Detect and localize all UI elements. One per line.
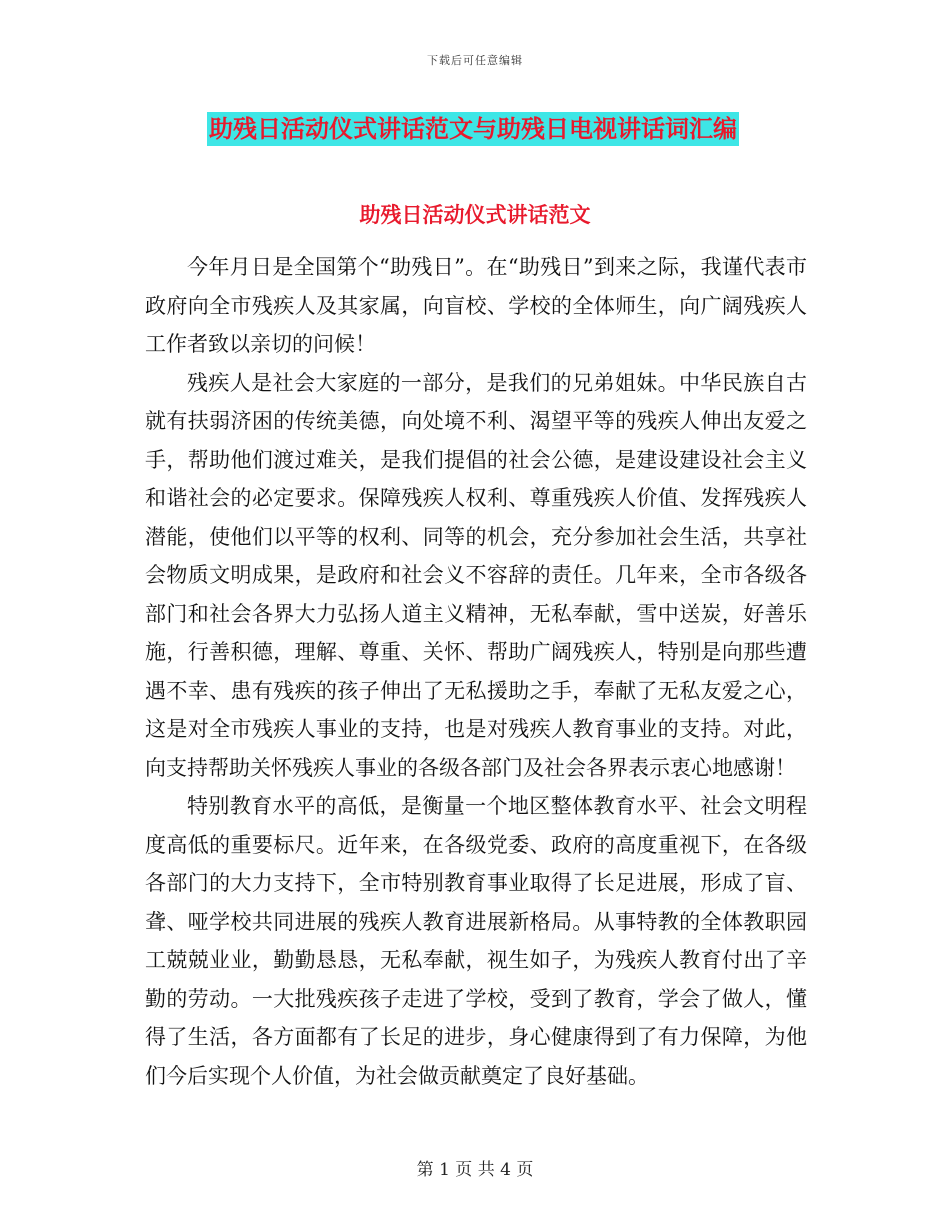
document-title: 助残日活动仪式讲话范文与助残日电视讲话词汇编 (207, 112, 739, 146)
page-header-note: 下载后可任意编辑 (427, 54, 523, 67)
paragraph: 今年月日是全国第个“助残日”。在“助残日”到来之际，我谨代表市政府向全市残疾人及其家属，向盲校、学校的全体师生，向广阔残疾人工作者致以亲切的问候！ (145, 255, 807, 356)
document-title-container (207, 112, 739, 146)
section-title: 助残日活动仪式讲话范文 (359, 203, 591, 227)
document-body (145, 248, 807, 1095)
page-number-footer: 第 1 页 共 4 页 (416, 1160, 534, 1180)
paragraph: 残疾人是社会大家庭的一部分，是我们的兄弟姐妹。中华民族自古就有扶弱济困的传统美德，向处境不利、渴望平等的残疾人伸出友爱之手，帮助他们渡过难关，是我们提倡的社会公德，是建设建设社会主义和谐社会的必定要求。保障残疾人权利、尊重残疾人价值、发挥残疾人潜能，使他们以平等的权利、同等的机会，充分参加社会生活，共享社会物质文明成果，是政府和社会义不容辞的责任。几年来，全市各级各部门和社会各界大力弘扬人道主义精神，无私奉献，雪中送炭，好善乐施，行善积德，理解、尊重、关怀、帮助广阔残疾人，特别是向那些遭遇不幸、患有残疾的孩子伸出了无私援助之手，奉献了无私友爱之心，这是对全市残疾人事业的支持，也是对残疾人教育事业的支持。对此，向支持帮助关怀残疾人事业的各级各部门及社会各界表示衷心地感谢！ (145, 370, 807, 780)
paragraph: 特别教育水平的高低，是衡量一个地区整体教育水平、社会文明程度高低的重要标尺。近年来，在各级党委、政府的高度重视下，在各级各部门的大力支持下，全市特别教育事业取得了长足进展，形成了盲、聋、哑学校共同进展的残疾人教育进展新格局。从事特教的全体教职园工兢兢业业，勤勤恳恳，无私奉献，视生如子，为残疾人教育付出了辛勤的劳动。一大批残疾孩子走进了学校，受到了教育，学会了做人，懂得了生活，各方面都有了长足的进步，身心健康得到了有力保障，为他们今后实现个人价值，为社会做贡献奠定了良好基础。 (145, 794, 807, 1088)
